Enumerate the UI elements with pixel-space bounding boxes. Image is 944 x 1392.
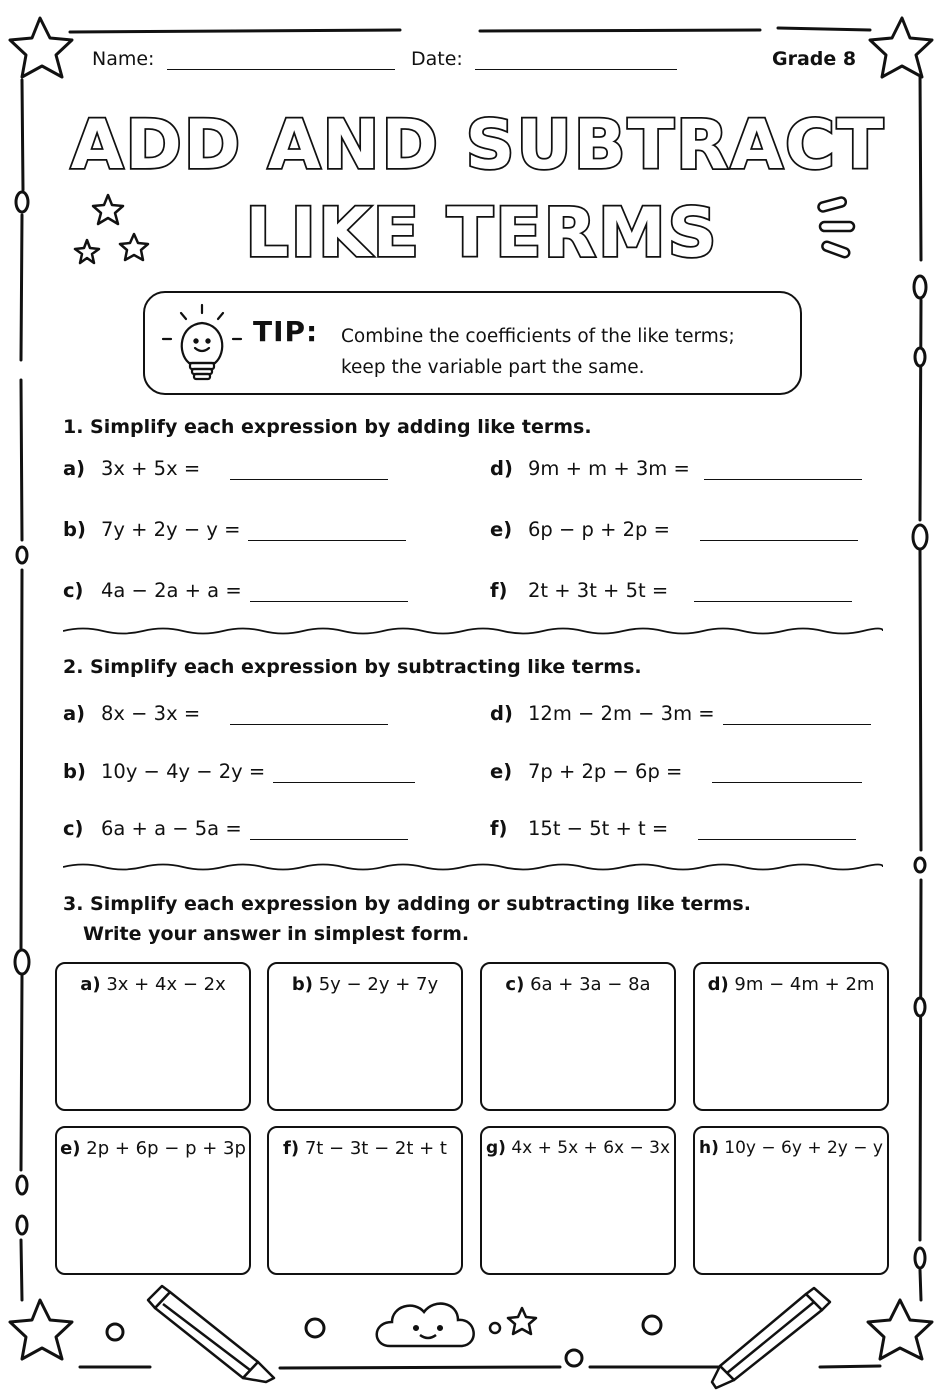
problem-expression: 15t − 5t + t = [528,817,669,840]
problem-1e [490,518,858,541]
box-label: e) [60,1138,81,1159]
problem-expression: 10y − 4y − 2y = [101,760,266,783]
box-label: f) [283,1138,300,1159]
pencil-icon [712,1288,830,1388]
star-icon [120,234,148,260]
workspace-box-c[interactable] [480,962,676,1111]
box-label: b) [291,974,313,995]
box-expr: 2p + 6p − p + 3p [86,1138,246,1159]
answer-line[interactable] [700,520,858,541]
workspace-box-b[interactable] [267,962,463,1111]
problem-2f [490,817,856,840]
answer-line[interactable] [248,520,406,541]
problem-expression: 9m + m + 3m = [528,457,690,480]
problem-expression: 6a + a − 5a = [101,817,242,840]
section-divider [63,624,883,638]
answer-line[interactable] [273,762,415,783]
section-2-title: 2. Simplify each expression by subtracting like terms. [63,656,642,678]
tip-text-line-1: Combine the coefficients of the like terms; [341,326,735,347]
problem-2a [63,702,388,725]
workspace-box-d[interactable] [693,962,889,1111]
answer-line[interactable] [698,819,856,840]
lightbulb-icon [157,301,247,387]
pencil-icon [148,1286,274,1382]
answer-line[interactable] [712,762,862,783]
workspace-box-h[interactable] [693,1126,889,1275]
section-3-title-line-1: 3. Simplify each expression by adding or subtracting like terms. [63,893,751,915]
workspace-box-a[interactable] [55,962,251,1111]
problem-2b [63,760,415,783]
tip-box [143,291,802,395]
name-label: Name: [92,48,155,70]
problem-2e [490,760,862,783]
box-expr: 5y − 2y + 7y [318,974,439,995]
problem-label: d) [490,702,513,725]
problem-expression: 8x − 3x = [101,702,201,725]
box-expression [482,974,674,995]
problem-label: a) [63,457,86,480]
box-expression [695,1138,887,1158]
problem-label: a) [63,702,86,725]
box-expr: 7t − 3t − 2t + t [304,1138,447,1159]
problem-1c [63,579,408,602]
problem-label: f) [490,579,508,602]
problem-expression: 7p + 2p − 6p = [528,760,683,783]
title-line-1: ADD AND SUBTRACT [70,106,886,185]
star-icon [93,195,123,224]
workspace-box-e[interactable] [55,1126,251,1275]
section-divider [63,860,883,874]
answer-line[interactable] [704,459,862,480]
problem-label: b) [63,518,86,541]
section-3-title [63,889,751,949]
workspace-box-f[interactable] [267,1126,463,1275]
tip-label: TIP: [253,315,319,348]
problem-label: c) [63,579,84,602]
box-expr: 6a + 3a − 8a [530,974,651,995]
answer-line[interactable] [723,704,871,725]
date-label: Date: [411,48,463,70]
problem-1a [63,457,388,480]
problem-label: e) [490,518,513,541]
footer-decorations [0,1280,944,1392]
box-expression [57,974,249,995]
cloud-icon [377,1304,474,1346]
box-expr: 9m − 4m + 2m [734,974,875,995]
star-icon [508,1308,536,1334]
problem-label: f) [490,817,508,840]
problem-expression: 4a − 2a + a = [101,579,242,602]
answer-line[interactable] [230,459,388,480]
answer-line[interactable] [250,581,408,602]
problem-2d [490,702,871,725]
box-expression [695,974,887,995]
title-decorations [0,0,944,300]
problem-expression: 3x + 5x = [101,457,201,480]
box-expression [57,1138,249,1159]
title-line-2: LIKE TERMS [245,194,719,273]
answer-line[interactable] [250,819,408,840]
answer-line[interactable] [230,704,388,725]
problem-label: e) [490,760,513,783]
box-label: d) [707,974,729,995]
section-1-title: 1. Simplify each expression by adding like terms. [63,416,592,438]
box-expr: 4x + 5x + 6x − 3x [511,1138,671,1158]
workspace-box-g[interactable] [480,1126,676,1275]
problem-expression: 2t + 3t + 5t = [528,579,669,602]
box-label: g) [485,1138,506,1158]
box-label: a) [80,974,101,995]
box-expr: 3x + 4x − 2x [106,974,226,995]
problem-1b [63,518,406,541]
problem-1d [490,457,862,480]
problem-expression: 6p − p + 2p = [528,518,670,541]
box-expression [269,1138,461,1159]
box-expr: 10y − 6y + 2y − y [724,1138,883,1158]
answer-line[interactable] [694,581,852,602]
box-label: c) [505,974,525,995]
problem-1f [490,579,852,602]
problem-2c [63,817,408,840]
problem-label: b) [63,760,86,783]
grade-label: Grade 8 [772,48,857,70]
box-expression [269,974,461,995]
problem-label: d) [490,457,513,480]
box-expression [482,1138,674,1158]
box-label: h) [699,1138,719,1158]
section-3-title-line-2: Write your answer in simplest form. [83,923,470,945]
problem-label: c) [63,817,84,840]
tip-text [341,321,781,383]
problem-expression: 12m − 2m − 3m = [528,702,715,725]
problem-expression: 7y + 2y − y = [101,518,241,541]
tip-text-line-2: keep the variable part the same. [341,357,645,378]
star-icon [75,240,99,263]
